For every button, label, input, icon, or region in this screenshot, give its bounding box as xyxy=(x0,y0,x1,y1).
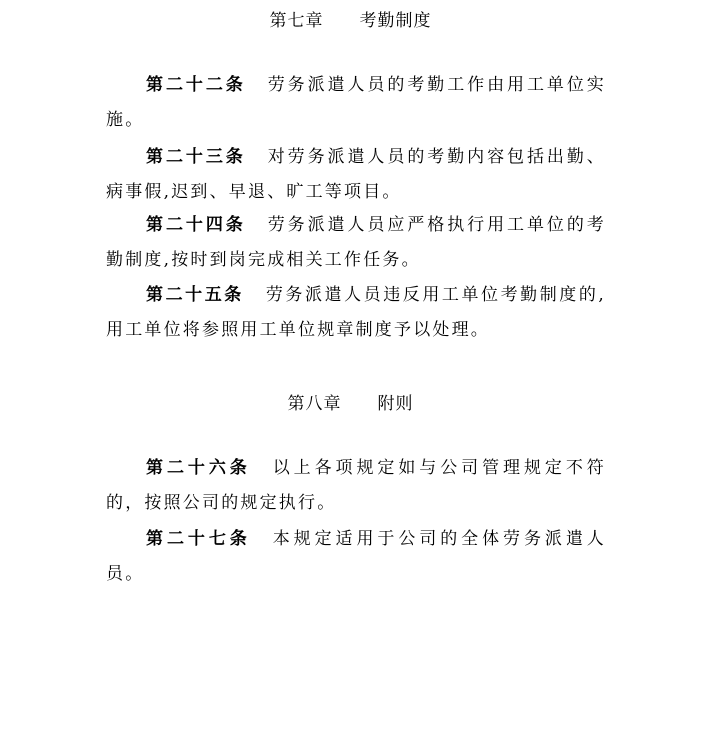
article-number: 第二十四条 xyxy=(146,215,246,235)
article-text: 本规定适用于公司的全体劳务派遣人员。 xyxy=(106,529,607,584)
article-22 xyxy=(106,68,606,138)
article-text: 劳务派遣人员的考勤工作由用工单位实施。 xyxy=(106,75,606,130)
article-23 xyxy=(106,140,606,210)
chapter-title: 第八章 附则 xyxy=(287,394,414,414)
article-26 xyxy=(106,451,606,521)
article-number: 第二十三条 xyxy=(146,147,246,167)
article-number: 第二十五条 xyxy=(146,285,244,305)
article-number: 第二十六条 xyxy=(146,458,251,478)
article-text: 劳务派遣人员违反用工单位考勤制度的,用工单位将参照用工单位规章制度予以处理。 xyxy=(106,285,607,340)
article-number: 第二十七条 xyxy=(146,529,251,549)
article-text: 以上各项规定如与公司管理规定不符的，按照公司的规定执行。 xyxy=(106,458,607,513)
article-text: 劳务派遣人员应严格执行用工单位的考勤制度,按时到岗完成相关工作任务。 xyxy=(106,215,606,270)
article-24 xyxy=(106,208,606,278)
article-27 xyxy=(106,522,606,592)
article-text: 对劳务派遣人员的考勤内容包括出勤、病事假,迟到、早退、旷工等项目。 xyxy=(106,147,606,202)
article-number: 第二十二条 xyxy=(146,75,246,95)
chapter-title: 第七章 考勤制度 xyxy=(269,11,432,31)
article-25 xyxy=(106,278,606,348)
